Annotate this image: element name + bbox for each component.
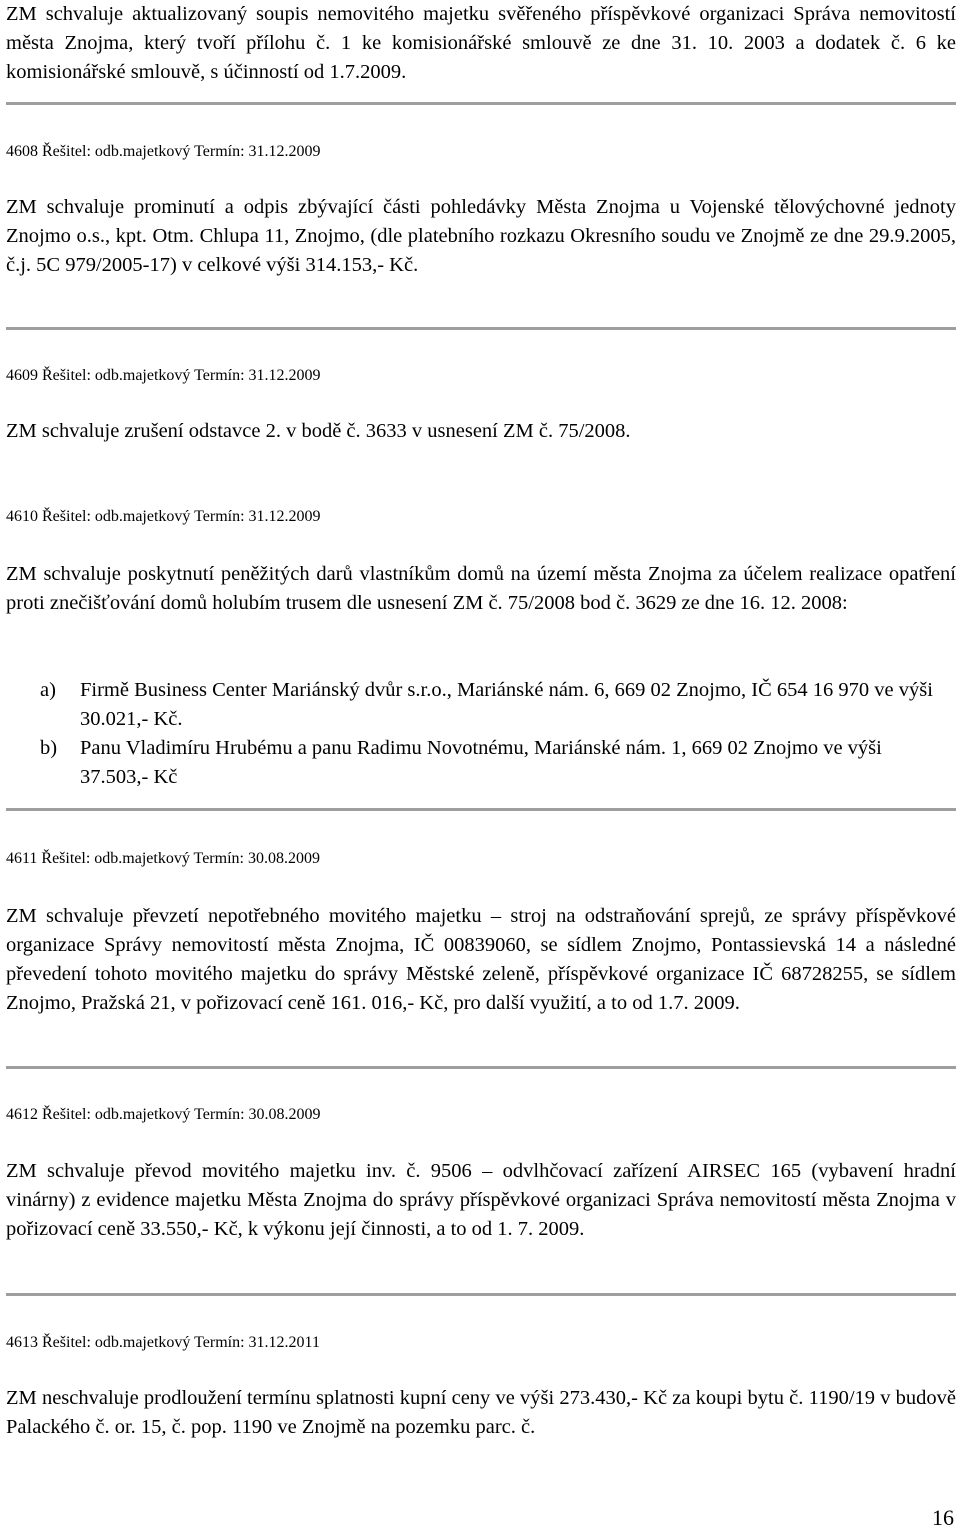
separator-rule [6, 808, 956, 811]
list-item-text: Panu Vladimíru Hrubému a panu Radimu Novotnému, Mariánské nám. 1, 669 02 Znojmo ve výši 37.503,- Kč [80, 737, 882, 788]
separator-rule [6, 1066, 956, 1069]
resolution-4608-text: ZM schvaluje prominutí a odpis zbývající části pohledávky Města Znojma u Vojenské tělovýchovné jednoty Znojmo o.s., kpt. Otm. Chlupa 11, Znojmo, (dle platebního rozkazu Okresního soudu ve Znojmě ze dne 29.9.2005, č.j. 5C 979/2005-17) v celkové výši 314.153,- Kč. [6, 196, 956, 276]
list-item-text: Firmě Business Center Mariánský dvůr s.r.o., Mariánské nám. 6, 669 02 Znojmo, IČ 654 16 970 ve výši 30.021,- Kč. [80, 679, 933, 730]
resolution-4610-text: ZM schvaluje poskytnutí peněžitých darů vlastníkům domů na území města Znojma za účelem realizace opatření proti znečišťování domů holubím trusem dle usnesení ZM č. 75/2008 bod č. 3629 ze dne 16. 12. 2008: [6, 563, 956, 614]
separator-rule [6, 1293, 956, 1296]
intro-paragraph: ZM schvaluje aktualizovaný soupis nemovitého majetku svěřeného příspěvkové organizaci Správa nemovitostí města Znojma, který tvoří přílohu č. 1 ke komisionářské smlouvě ze dne 31. 10. 2003 a dodatek č. 6 ke komisionářské smlouvě, s účinností od 1.7.2009. [6, 3, 956, 83]
resolution-4608-meta: 4608 Řešitel: odb.majetkový Termín: 31.12.2009 [6, 143, 321, 160]
resolution-4610-item-b [40, 734, 940, 792]
resolution-4609-meta: 4609 Řešitel: odb.majetkový Termín: 31.12.2009 [6, 367, 321, 384]
resolution-4612-meta: 4612 Řešitel: odb.majetkový Termín: 30.08.2009 [6, 1106, 321, 1123]
resolution-4610-meta: 4610 Řešitel: odb.majetkový Termín: 31.12.2009 [6, 508, 321, 525]
list-item-label: a) [40, 679, 56, 701]
separator-rule [6, 327, 956, 330]
resolution-4613-text: ZM neschvaluje prodloužení termínu splatnosti kupní ceny ve výši 273.430,- Kč za koupi bytu č. 1190/19 v budově Palackého č. or. 15, č. pop. 1190 ve Znojmě na pozemku parc. č. [6, 1387, 956, 1438]
resolution-4612-text: ZM schvaluje převod movitého majetku inv. č. 9506 – odvlhčovací zařízení AIRSEC 165 (vybavení hradní vinárny) z evidence majetku Města Znojma do správy příspěvkové organizaci Správa nemovitostí města Znojma v pořizovací ceně 33.550,- Kč, k výkonu její činnosti, a to od 1. 7. 2009. [6, 1160, 956, 1240]
resolution-4613-meta: 4613 Řešitel: odb.majetkový Termín: 31.12.2011 [6, 1334, 320, 1351]
list-item-label: b) [40, 737, 58, 759]
resolution-4609-text: ZM schvaluje zrušení odstavce 2. v bodě č. 3633 v usnesení ZM č. 75/2008. [6, 420, 631, 442]
separator-rule [6, 102, 956, 105]
page-number: 16 [932, 1505, 954, 1530]
resolution-4610-item-a [40, 676, 940, 734]
resolution-4611-text: ZM schvaluje převzetí nepotřebného movitého majetku – stroj na odstraňování sprejů, ze správy příspěvkové organizace Správy nemovitostí města Znojma, IČ 00839060, se sídlem Znojmo, Pontassievská 14 a následné převedení tohoto movitého majetku do správy Městské zeleně, příspěvkové organizace IČ 68728255, se sídlem Znojmo, Pražská 21, v pořizovací ceně 161. 016,- Kč, pro další využití, a to od 1.7. 2009. [6, 905, 956, 1014]
resolution-4611-meta: 4611 Řešitel: odb.majetkový Termín: 30.08.2009 [6, 850, 320, 867]
